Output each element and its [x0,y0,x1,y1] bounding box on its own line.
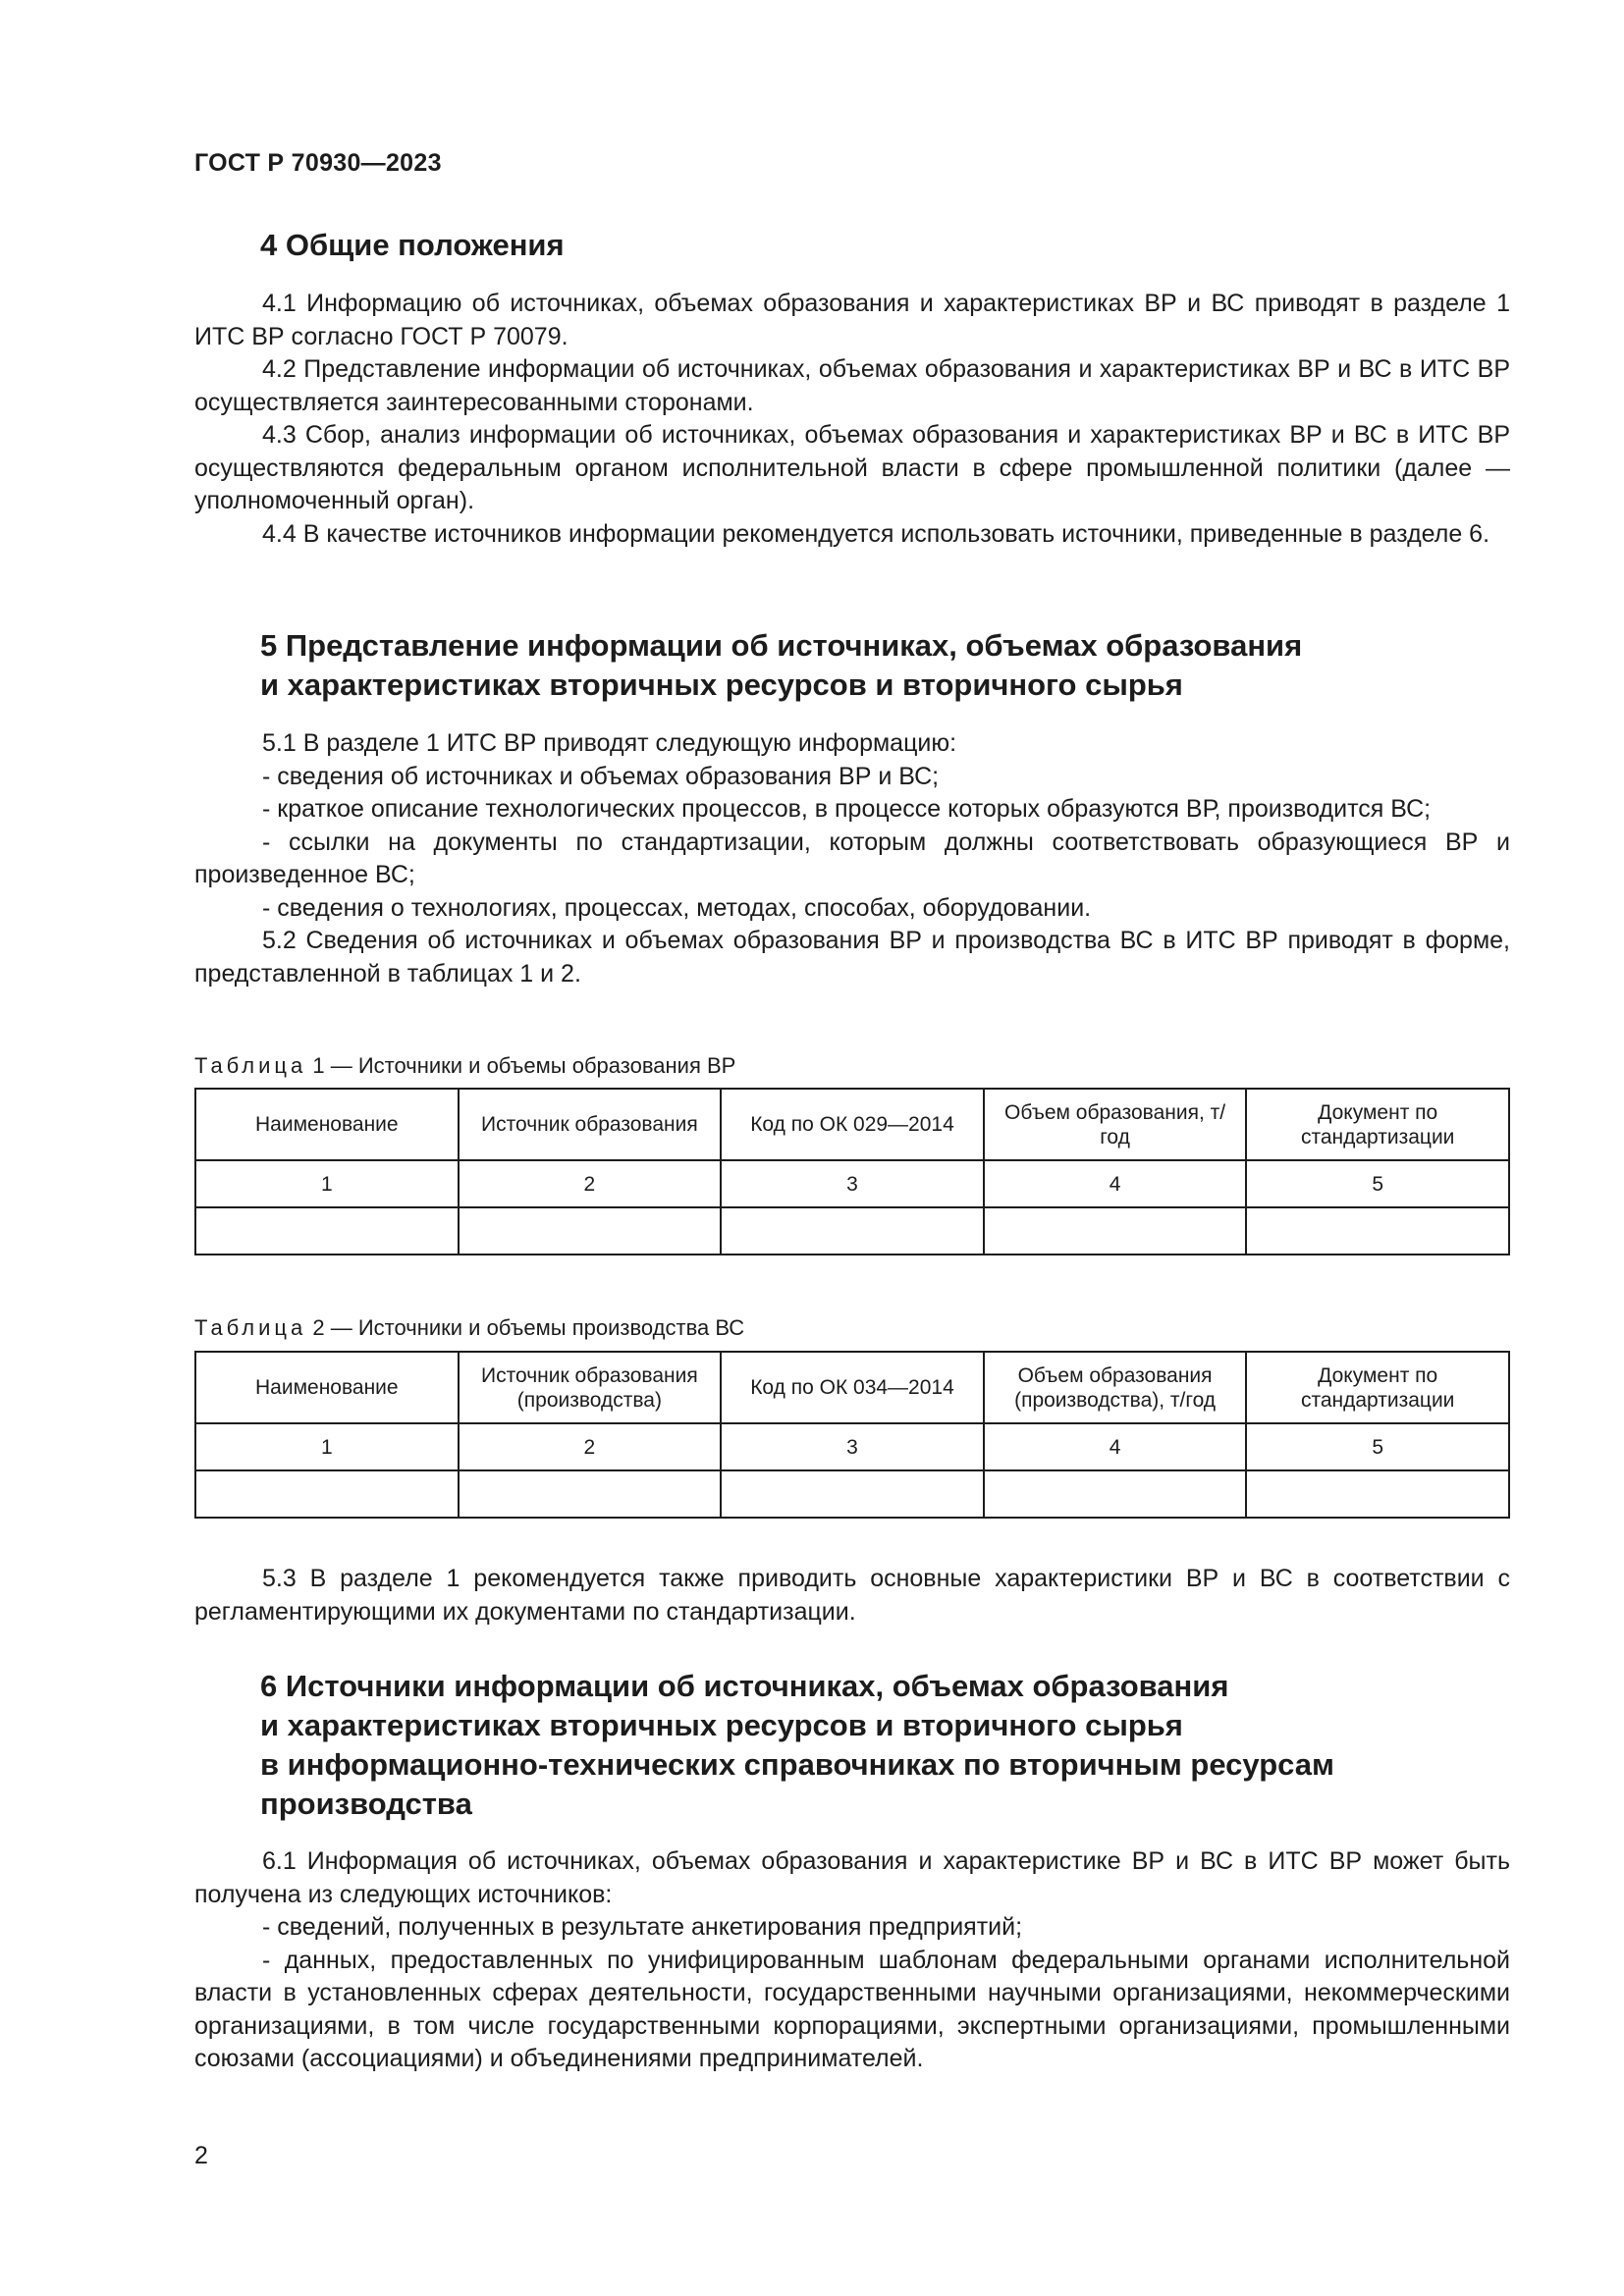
table-empty-cell [1246,1470,1509,1518]
paragraph-6-1: 6.1 Информация об источниках, объемах образования и характеристике ВР и ВС в ИТС ВР может быть получена из следующих источников: [194,1847,1510,1908]
paragraph-4-2: 4.2 Представление информации об источниках, объемах образования и характеристиках ВР и ВС в ИТС ВР осуществляется заинтересованными сторонами. [194,355,1510,416]
paragraph-5-1: 5.1 В разделе 1 ИТС ВР приводят следующую информацию: [262,729,957,757]
table-empty-row [195,1470,1509,1518]
section-5-title-line: и характеристиках вторичных ресурсов и вторичного сырья [260,667,1183,702]
table-2 [194,1351,1510,1519]
table-empty-cell [984,1207,1247,1255]
table-empty-cell [721,1207,984,1255]
section-6-title-line: в информационно-технических справочниках по вторичным ресурсам [260,1747,1334,1782]
document-header: ГОСТ Р 70930—2023 [194,149,442,177]
table-caption-word: Таблица [194,1053,307,1078]
table-header-cell: Наименование [195,1089,459,1160]
table-empty-cell [195,1470,459,1518]
section-6-title-line: производства [260,1787,472,1821]
section-4-body [194,288,1510,551]
table-number-cell: 2 [459,1160,722,1207]
section-5-title [260,626,1537,705]
list-item: - сведений, полученных в результате анкетирования предприятий; [262,1913,1023,1941]
table-empty-cell [984,1470,1247,1518]
table-number-cell: 4 [984,1160,1247,1207]
paragraph-5-2: 5.2 Сведения об источниках и объемах образования ВР и производства ВС в ИТС ВР приводят в форме, представленной в таблицах 1 и 2. [194,927,1510,988]
table-number-cell: 3 [721,1423,984,1470]
table-header-cell: Документ по стандартизации [1246,1089,1509,1160]
table-number-cell: 1 [195,1160,459,1207]
table-caption-text: 1 — Источники и объемы образования ВР [312,1053,736,1078]
table-header-cell: Источник образования (производства) [459,1352,722,1423]
section-5-title-line: 5 Представление информации об источниках, объемах образования [260,628,1303,663]
section-4-title: 4 Общие положения [260,228,565,262]
table-header-cell: Код по ОК 034—2014 [721,1352,984,1423]
list-item: - краткое описание технологических процессов, в процессе которых образуются ВР, производится ВС; [262,795,1432,823]
table-2-caption [194,1315,744,1341]
table-number-cell: 3 [721,1160,984,1207]
section-6-title-line: 6 Источники информации об источниках, объемах образования [260,1669,1229,1703]
table-1-caption [194,1053,735,1079]
list-item: - сведения об источниках и объемах образования ВР и ВС; [262,762,940,790]
table-number-cell: 4 [984,1423,1247,1470]
table-header-cell: Объем образования (производства), т/год [984,1352,1247,1423]
table-header-cell: Объем образования, т/год [984,1089,1247,1160]
table-number-cell: 5 [1246,1160,1509,1207]
table-empty-cell [721,1470,984,1518]
table-empty-cell [459,1207,722,1255]
section-6-body [194,1845,1510,2076]
section-6-title-line: и характеристиках вторичных ресурсов и вторичного сырья [260,1708,1183,1742]
table-caption-word: Таблица [194,1315,307,1340]
table-header-row [195,1352,1509,1423]
list-item: - данных, предоставленных по унифицированным шаблонам федеральными органами исполнительной власти в установленных сферах деятельности, государственными научными организациями, некоммерческими организациями, в том числе государственными корпорациями, экспертными организациями, промышленными союзами (ассоциациями) и объединениями предпринимателей. [194,1946,1510,2072]
paragraph-4-4: 4.4 В качестве источников информации рекомендуется использовать источники, приведенные в разделе 6. [262,519,1490,548]
paragraph-4-1: 4.1 Информацию об источниках, объемах образования и характеристиках ВР и ВС приводят в разделе 1 ИТС ВР согласно ГОСТ Р 70079. [194,290,1510,350]
table-header-cell: Наименование [195,1352,459,1423]
table-number-cell: 5 [1246,1423,1509,1470]
table-1 [194,1088,1510,1255]
table-empty-cell [1246,1207,1509,1255]
paragraph-4-3: 4.3 Сбор, анализ информации об источниках, объемах образования и характеристиках ВР и ВС в ИТС ВР осуществляются федеральным органом исполнительной власти в сфере промышленной политики (далее — уполномоченный орган). [194,421,1510,514]
table-caption-text: 2 — Источники и объемы производства ВС [312,1315,745,1340]
table-empty-cell [459,1470,722,1518]
page-number: 2 [194,2142,208,2169]
table-header-cell: Источник образования [459,1089,722,1160]
table-header-row [195,1089,1509,1160]
table-number-row [195,1423,1509,1470]
table-header-cell: Код по ОК 029—2014 [721,1089,984,1160]
table-empty-row [195,1207,1509,1255]
list-item: - сведения о технологиях, процессах, методах, способах, оборудовании. [262,893,1092,922]
section-6-title [260,1667,1537,1824]
section-5-body [194,727,1510,990]
list-item: - ссылки на документы по стандартизации, которым должны соответствовать образующиеся ВР и произведенное ВС; [194,828,1510,888]
table-empty-cell [195,1207,459,1255]
paragraph-5-3-block [194,1563,1510,1629]
table-number-cell: 2 [459,1423,722,1470]
table-number-row [195,1160,1509,1207]
table-header-cell: Документ по стандартизации [1246,1352,1509,1423]
paragraph-5-3: 5.3 В разделе 1 рекомендуется также приводить основные характеристики ВР и ВС в соответствии с регламентирующими их документами по стандартизации. [194,1565,1510,1626]
table-number-cell: 1 [195,1423,459,1470]
